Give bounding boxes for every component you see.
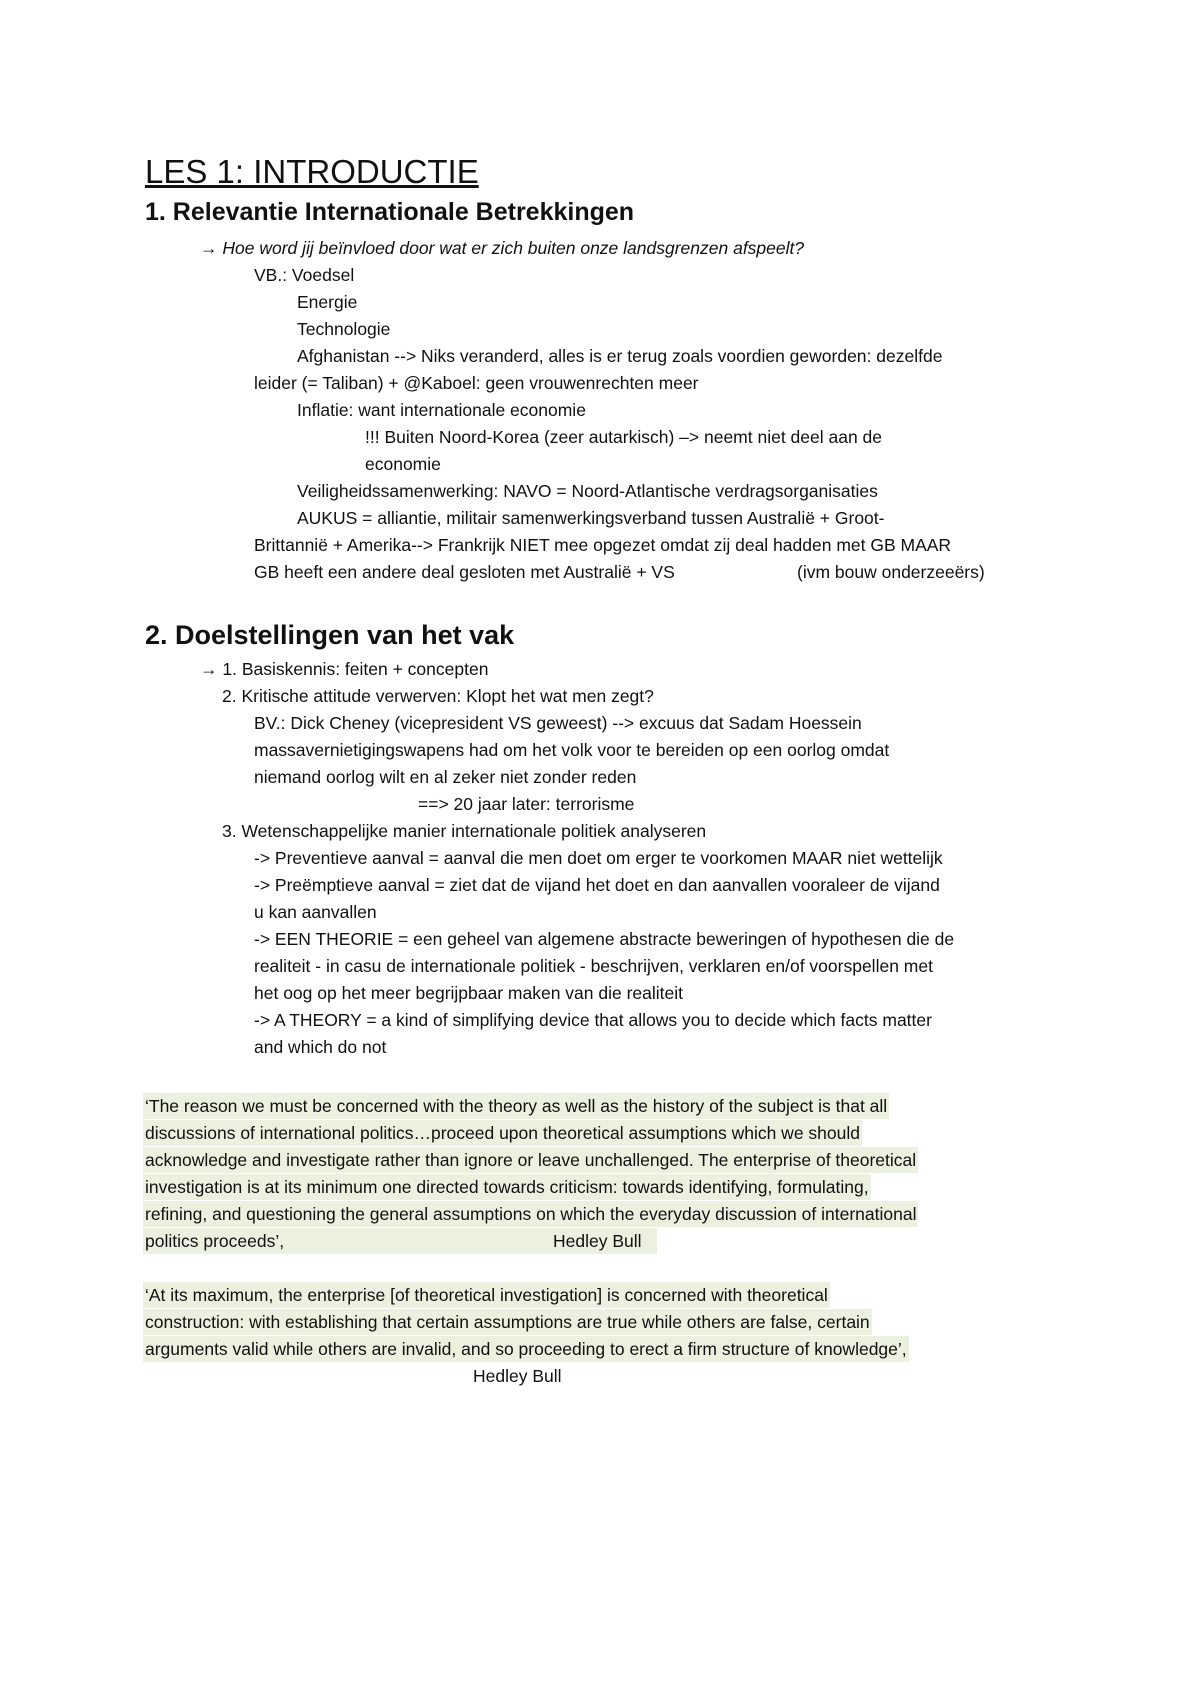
s2-line: 3. Wetenschappelijke manier internationale politiek analyseren [222, 821, 707, 841]
s2-line: and which do not [254, 1037, 387, 1057]
s1-line: economie [365, 454, 441, 474]
s1-line: Brittannië + Amerika--> Frankrijk NIET mee opgezet omdat zij deal hadden met GB MAAR [254, 535, 952, 555]
s2-line: BV.: Dick Cheney (vicepresident VS geweest) --> excuus dat Sadam Hoessein [254, 713, 862, 733]
s1-line: Afghanistan --> Niks veranderd, alles is er terug zoals voordien geworden: dezelfde [297, 346, 943, 366]
s1-line: VB.: Voedsel [254, 265, 355, 285]
s1-line: !!! Buiten Noord-Korea (zeer autarkisch) –> neemt niet deel aan de [365, 427, 883, 447]
s1-line: AUKUS = alliantie, militair samenwerkingsverband tussen Australië + Groot- [297, 508, 885, 528]
s2-line: → 1. Basiskennis: feiten + concepten [200, 659, 489, 679]
quote2-line: arguments valid while others are invalid, and so proceeding to erect a firm structure of knowledge’, [143, 1336, 909, 1362]
quote1-line: acknowledge and investigate rather than ignore or leave unchallenged. The enterprise of theoretical [143, 1147, 918, 1173]
quote1-line: ‘The reason we must be concerned with the theory as well as the history of the subject is that all [143, 1093, 889, 1119]
s1-line: (ivm bouw onderzeeërs) [797, 562, 985, 582]
s2-line: -> Preventieve aanval = aanval die men doet om erger te voorkomen MAAR niet wettelijk [254, 848, 943, 868]
s2-line: niemand oorlog wilt en al zeker niet zonder reden [254, 767, 637, 787]
s2-line: u kan aanvallen [254, 902, 377, 922]
s2-line: -> A THEORY = a kind of simplifying device that allows you to decide which facts matter [254, 1010, 932, 1030]
quote2-line: ‘At its maximum, the enterprise [of theoretical investigation] is concerned with theoretical [143, 1282, 830, 1308]
quote2-author: Hedley Bull [473, 1366, 562, 1386]
s2-line: -> EEN THEORIE = een geheel van algemene abstracte beweringen of hypothesen die de [254, 929, 955, 949]
s1-line: Energie [297, 292, 358, 312]
quote1-line: investigation is at its minimum one directed towards criticism: towards identifying, formulating, [143, 1174, 871, 1200]
s1-line: GB heeft een andere deal gesloten met Australië + VS [254, 562, 675, 582]
s1-line: Inflatie: want internationale economie [297, 400, 586, 420]
quote1-line: discussions of international politics…proceed upon theoretical assumptions which we should [143, 1120, 862, 1146]
s2-line: het oog op het meer begrijpbaar maken van die realiteit [254, 983, 684, 1003]
section-heading-objectives: 2. Doelstellingen van het vak [145, 620, 515, 650]
s2-line: -> Preëmptieve aanval = ziet dat de vijand het doet en dan aanvallen vooraleer de vijand [254, 875, 940, 895]
page-title: LES 1: INTRODUCTIE [145, 153, 479, 190]
s1-line: Technologie [297, 319, 391, 339]
s1-line: Veiligheidssamenwerking: NAVO = Noord-Atlantische verdragsorganisaties [297, 481, 878, 501]
section-heading-relevance: 1. Relevantie Internationale Betrekkingen [145, 198, 635, 226]
s1-line: leider (= Taliban) + @Kaboel: geen vrouwenrechten meer [254, 373, 699, 393]
quote1-author: Hedley Bull [553, 1231, 642, 1251]
s2-line: realiteit - in casu de internationale politiek - beschrijven, verklaren en/of voorspellen met [254, 956, 933, 976]
quote2-line: construction: with establishing that certain assumptions are true while others are false, certain [143, 1309, 872, 1335]
quote1-line: politics proceeds’, [143, 1228, 657, 1254]
quote1-line: refining, and questioning the general assumptions on which the everyday discussion of international [143, 1201, 918, 1227]
section1-question: → Hoe word jij beïnvloed door wat er zich buiten onze landsgrenzen afspeelt? [200, 238, 805, 258]
s2-line: 2. Kritische attitude verwerven: Klopt het wat men zegt? [222, 686, 654, 706]
s2-line: massavernietigingswapens had om het volk voor te bereiden op een oorlog omdat [254, 740, 890, 760]
s2-line: ==> 20 jaar later: terrorisme [418, 794, 635, 814]
